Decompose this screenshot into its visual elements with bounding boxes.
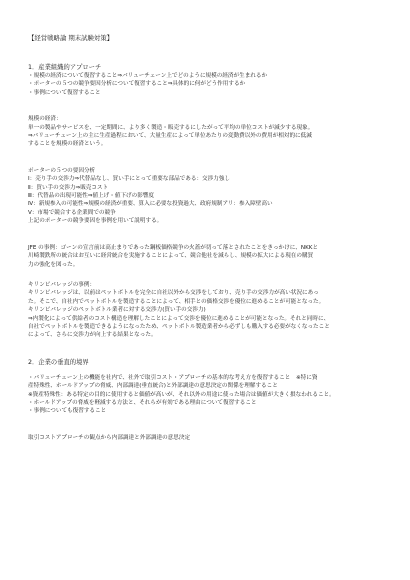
section-heading: 2．企業の垂直的境界 — [28, 358, 89, 366]
text-line: Ⅳ：新規参入の可能性⇒規模の経済が重要、算入に必要な投資過大、政府規制アリ：参入障壁高い — [28, 201, 273, 208]
text-line: 力の強化を図った。 — [28, 261, 79, 268]
economies-of-scale-block — [28, 115, 382, 149]
text-line: Ⅴ：市場で競合する企業間での競争 — [28, 209, 116, 216]
section-industrial-organization — [28, 63, 382, 97]
text-line: JFE の事例：ゴーンの宣言前は高止まりであった鋼板価格競争の火蓋が切って落とされたことをきっかけに、NKKと — [28, 244, 319, 251]
text-line: 川崎製鉄所の統合はお互いに経営統合を実施することによって、競合他社を減らし、規模の拡大による現在の購買 — [28, 253, 314, 260]
kirin-case-block — [28, 281, 382, 340]
text-line: た。そこで、自社内でペットボトルを製造することによって、相手との価格交渉を優位に進めることが可能となった。 — [28, 298, 325, 305]
text-line: 単一の製品やサービスを、一定期間に、より多く製造・販売するにしたがって平均の単位コストが減少する現象。 — [28, 124, 314, 131]
bullet-line: ・事例についても復習すること — [28, 408, 107, 415]
closing-line: 取引コストアプローチの観点から内部調達と外部調達の意思決定 — [28, 434, 191, 441]
bullet-line: ・バリューチェーン上の機能を社内で、社外で取引コスト・アプローチの基本的な考え方を復習すること ※特に資 — [28, 374, 318, 381]
text-line: キリンビバレッジは、以前はペットボトルを完全に自社以外から交渉をしており、売り手の交渉力が高い状況にあっ — [28, 290, 319, 297]
bullet-line: ・ポーターの５つの競争要因分析について復習すること⇒具体的に何がどう作用するか — [28, 81, 246, 88]
text-line: キリンビバレッジのペットボトル業者に対する交渉力(買い手の交渉力) — [28, 307, 206, 314]
bullet-line: ・ホールドアップの脅威を軽減する方法と、それらが有効である理由について復習すること — [28, 399, 257, 406]
text-line: Ⅰ：売り手の交渉力⇒代替品なし、買い手にとって重要な部品である：交渉力強し — [28, 176, 231, 183]
section-vertical-boundaries — [28, 358, 382, 416]
text-line: することを規模の経済という。 — [28, 141, 107, 148]
text-line: Ⅲ：代替品の出現可能性⇒値上げ・値下げの影響度 — [28, 193, 155, 200]
block-heading: ポーターの５つの要因分析 — [28, 167, 96, 174]
text-line: Ⅱ：買い手の交渉力⇒販売コスト — [28, 184, 109, 191]
bullet-line: ※資産特殊性：ある特定の目的に使用すると価値が高いが、それ以外の用途に使った場合は価値が大きく損なわれること。 — [28, 391, 335, 398]
section-heading: 1．産業組織的アプローチ — [28, 64, 102, 71]
bullet-line: ・規模の経済について復習すること⇒バリューチェーン上でどのように規模の経済が生まれるか — [28, 73, 268, 79]
text-line: によって、さらに交渉力が向上する結果となった。 — [28, 332, 157, 339]
text-line: ⇒バリューチェーン上の主に生産過程において、大量生産によって単位あたりの変動費以外の費用が相対的に低減 — [28, 133, 312, 140]
text-line: 自社でペットボトルを製造できるようになったため、ペットボトル製造業者から必ずしも購入する必要がなくなったこと — [28, 323, 330, 330]
bullet-line: ・事例について復習すること — [28, 89, 101, 96]
bullet-line: 産特殊性、ホールドアップの脅威、内部調達(垂直統合)と外部調達の意思決定の関係を理解すること — [28, 383, 278, 390]
porter-five-forces-block — [28, 167, 382, 226]
text-line: 上記のポーターの競争要因を事例を用いて説明する。 — [28, 218, 163, 225]
block-heading: 規模の経済： — [28, 116, 62, 123]
jfe-case-block — [28, 244, 382, 269]
block-heading: キリンビバレッジの事例： — [28, 281, 96, 288]
document-title: 【経営戦略論 期末試験対策】 — [28, 34, 114, 42]
text-line: ⇒内製化によって供給者のコスト構造を理解したことによって交渉を優位に進めることが可能となった。それと同時に、 — [28, 315, 330, 322]
